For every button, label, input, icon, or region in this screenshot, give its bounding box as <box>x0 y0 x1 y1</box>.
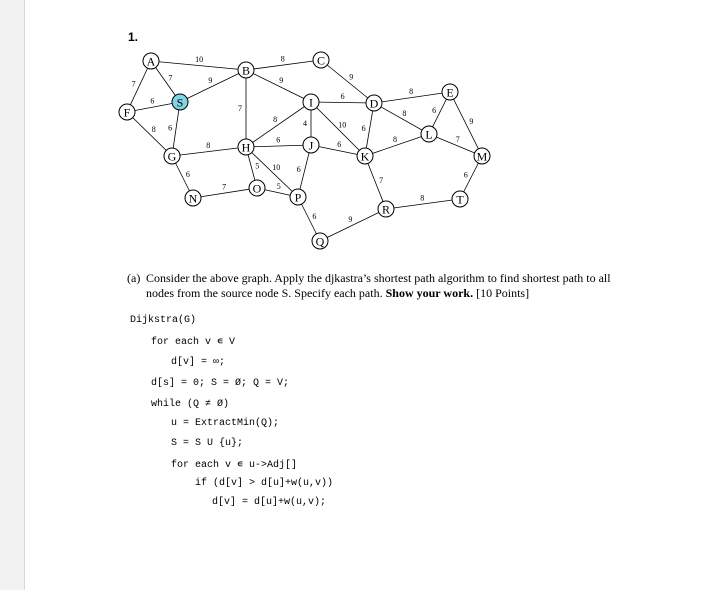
edge-c-d <box>321 60 374 103</box>
code-line-3: d[v] = ∞; <box>171 357 226 368</box>
node-s <box>172 94 188 110</box>
code-line-6: u = ExtractMin(Q); <box>171 418 280 429</box>
node-p <box>290 189 306 205</box>
edge-weight-i-k: 10 <box>338 120 347 130</box>
edge-weight-b-i: 9 <box>279 76 284 86</box>
node-n <box>185 190 201 206</box>
node-label-o: O <box>252 181 262 196</box>
node-label-m: M <box>476 149 488 164</box>
edge-weight-h-p: 10 <box>272 163 281 173</box>
node-label-r: R <box>381 202 391 217</box>
code-line-8: for each v ∊ u->Adj[] <box>171 460 298 471</box>
edge-weight-d-k: 6 <box>361 124 366 133</box>
code-line-5: while (Q ≠ Ø) <box>151 399 230 410</box>
node-k <box>357 148 373 164</box>
node-m <box>474 148 490 164</box>
edge-weight-l-k: 8 <box>393 134 397 144</box>
edge-weight-j-k: 6 <box>337 140 342 150</box>
edge-i-d <box>311 102 374 103</box>
node-label-a: A <box>146 54 156 69</box>
code-line-9: if (d[v] > d[u]+w(u,v)) <box>195 478 334 489</box>
edge-weight-d-l: 8 <box>402 108 407 118</box>
edge-weight-e-l: 6 <box>432 105 437 115</box>
edge-l-k <box>365 134 429 156</box>
edge-weight-d-e: 8 <box>409 87 414 97</box>
edge-weight-o-p: 5 <box>276 182 281 192</box>
node-label-c: C <box>316 53 326 68</box>
edge-weight-c-d: 9 <box>349 72 354 82</box>
edge-e-m <box>450 92 482 156</box>
edge-weight-j-p: 6 <box>296 165 301 174</box>
node-label-b: B <box>241 63 251 78</box>
edge-weight-i-d: 6 <box>340 92 345 101</box>
code-line-1: Dijkstra(G) <box>130 315 197 326</box>
node-label-i: I <box>309 95 313 110</box>
code-line-7: S = S U {u}; <box>171 438 244 449</box>
edge-weight-f-s: 6 <box>150 96 155 106</box>
edge-weight-q-r: 9 <box>348 215 353 225</box>
question-label: (a) <box>127 271 141 285</box>
node-label-s: S <box>176 95 184 110</box>
question-text-line1: Consider the above graph. Apply the djkastra’s shortest path algorithm to find shortest path to all <box>146 271 611 285</box>
node-label-f: F <box>123 105 131 120</box>
question-text-points: [10 Points] <box>476 286 530 300</box>
edge-weight-p-q: 6 <box>312 211 317 221</box>
edge-weight-k-r: 7 <box>379 175 384 185</box>
node-f <box>119 104 135 120</box>
node-a <box>143 53 159 69</box>
edge-weight-s-g: 6 <box>168 123 173 133</box>
code-line-2: for each v ∊ V <box>151 337 236 348</box>
node-t <box>452 191 468 207</box>
question-number: 1. <box>128 30 139 44</box>
node-label-l: L <box>425 127 433 142</box>
question-text-line2: nodes from the source node S. Specify each path. <box>146 286 383 300</box>
node-label-g: G <box>167 149 177 164</box>
node-label-j: J <box>308 138 314 153</box>
edge-weight-g-n: 6 <box>185 169 190 179</box>
edge-weight-l-m: 7 <box>455 135 460 144</box>
node-g <box>164 148 180 164</box>
question-text-bold: Show your work. <box>385 286 474 300</box>
node-b <box>238 62 254 78</box>
edge-weight-a-s: 7 <box>168 73 173 83</box>
node-label-q: Q <box>315 234 325 249</box>
edge-weight-n-o: 7 <box>222 182 227 192</box>
node-label-h: H <box>241 140 251 155</box>
edge-weight-m-t: 6 <box>463 170 468 180</box>
edge-weight-b-c: 8 <box>280 54 285 64</box>
node-c <box>313 52 329 68</box>
edge-weight-h-j: 6 <box>276 135 281 145</box>
edge-weight-i-j: 4 <box>303 119 307 128</box>
node-o <box>249 180 265 196</box>
edge-weight-r-t: 8 <box>420 193 425 203</box>
edge-weight-s-b: 9 <box>208 76 213 86</box>
question-a <box>127 271 647 301</box>
edge-weight-e-m: 9 <box>469 116 474 126</box>
question-text <box>127 271 647 301</box>
graph-figure <box>0 0 706 260</box>
edge-f-g <box>127 112 172 156</box>
node-label-e: E <box>446 85 454 100</box>
code-line-10: d[v] = d[u]+w(u,v); <box>212 497 327 508</box>
edge-b-i <box>246 70 311 102</box>
node-d <box>366 95 382 111</box>
node-q <box>312 233 328 249</box>
node-i <box>303 94 319 110</box>
edge-weight-a-f: 7 <box>131 79 136 89</box>
edge-q-r <box>320 209 386 241</box>
edge-weight-f-g: 8 <box>151 125 156 135</box>
edge-weight-i-h: 8 <box>273 115 278 125</box>
node-label-p: P <box>294 190 302 205</box>
edge-s-b <box>180 70 246 102</box>
edge-d-l <box>374 103 429 134</box>
node-j <box>303 137 319 153</box>
node-l <box>421 126 437 142</box>
node-r <box>378 201 394 217</box>
node-label-n: N <box>188 191 198 206</box>
edge-weight-g-h: 8 <box>206 141 211 150</box>
node-e <box>442 84 458 100</box>
edge-weight-h-o: 5 <box>255 161 260 171</box>
edge-weight-b-h: 7 <box>238 104 242 113</box>
node-label-t: T <box>456 192 464 207</box>
node-label-d: D <box>369 96 379 111</box>
edge-h-j <box>246 145 311 147</box>
node-h <box>238 139 254 155</box>
edge-weight-a-b: 10 <box>195 55 204 64</box>
code-line-4: d[s] = 0; S = Ø; Q = V; <box>151 378 290 389</box>
node-label-k: K <box>360 149 370 164</box>
